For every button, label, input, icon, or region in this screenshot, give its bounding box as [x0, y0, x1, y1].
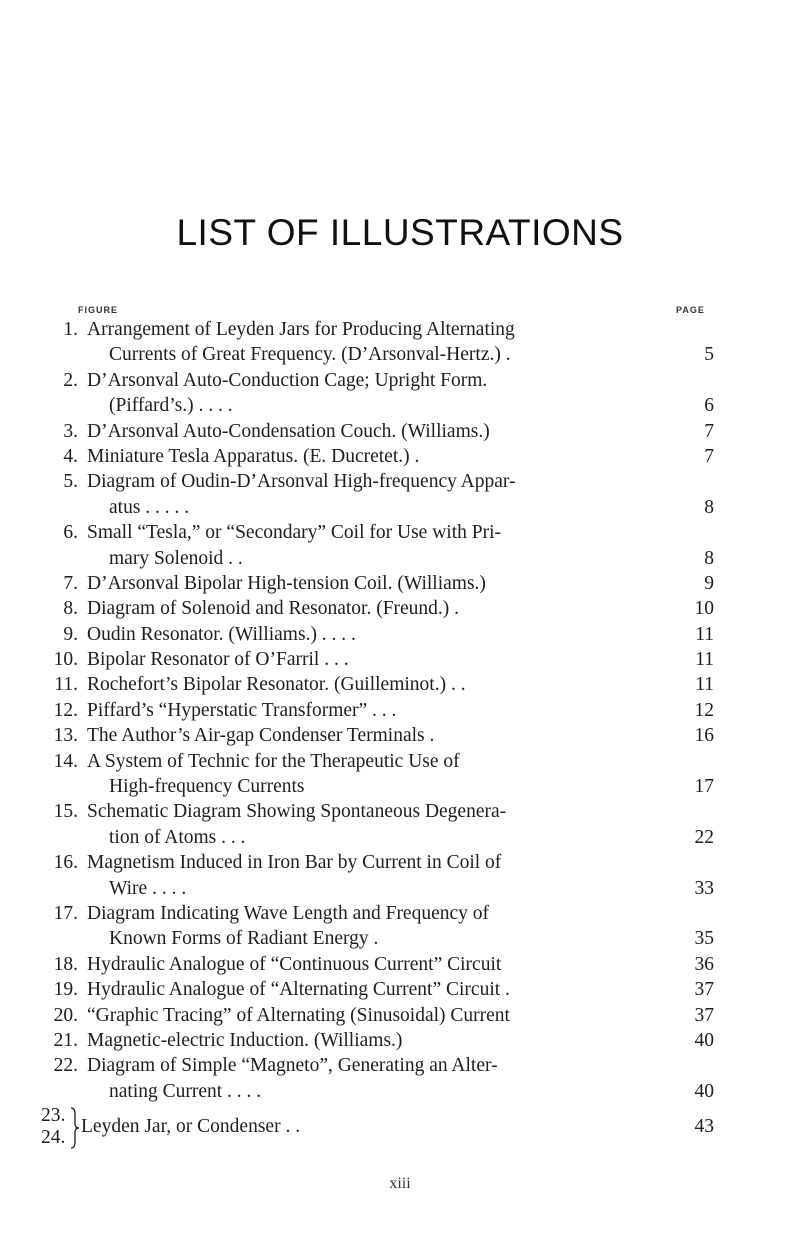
- page-number: 40: [694, 1080, 714, 1102]
- entry-title: Schematic Diagram Showing Spontaneous Degenera-: [87, 801, 507, 823]
- entry-title: (Piffard’s.) . . . .: [109, 395, 233, 417]
- page-title: LIST OF ILLUSTRATIONS: [176, 212, 624, 253]
- page-number: 9: [704, 572, 714, 594]
- page-number: 17: [694, 776, 714, 798]
- page-number: 16: [694, 725, 714, 747]
- list-item: [0, 1104, 800, 1154]
- entry-line: [0, 952, 800, 977]
- entry-line: [0, 723, 800, 748]
- entry-title: D’Arsonval Bipolar High-tension Coil. (Williams.): [87, 572, 486, 594]
- entry-line: [0, 520, 800, 545]
- entry-line: [0, 495, 800, 520]
- entry-line: [0, 342, 800, 367]
- entry-title: nating Current . . . .: [109, 1080, 262, 1102]
- list-item: [0, 1053, 800, 1104]
- list-item: [0, 571, 800, 596]
- entry-line: [0, 1003, 800, 1028]
- entry-line: [0, 571, 800, 596]
- page-number: 10: [694, 598, 714, 620]
- figure-column-header: FIGURE: [78, 305, 119, 315]
- entry-title: Leyden Jar, or Condenser . .: [81, 1116, 301, 1138]
- list-item: [0, 520, 800, 571]
- entry-line: [0, 393, 800, 418]
- entry-title: “Graphic Tracing” of Alternating (Sinusoidal) Current: [87, 1004, 510, 1026]
- list-item: [0, 647, 800, 672]
- entry-title: A System of Technic for the Therapeutic Use of: [87, 750, 460, 772]
- entry-title: Small “Tesla,” or “Secondary” Coil for Use with Pri-: [87, 522, 501, 544]
- entry-line: [0, 1028, 800, 1053]
- illustration-list: [0, 317, 800, 1154]
- entry-line: [0, 749, 800, 774]
- entry-line: [0, 1079, 800, 1104]
- entry-line: [0, 698, 800, 723]
- figure-number: 19.: [53, 979, 78, 1001]
- page-column-header: PAGE: [676, 305, 705, 315]
- entry-title: Miniature Tesla Apparatus. (E. Ducretet.) .: [87, 445, 420, 467]
- list-item: [0, 799, 800, 850]
- entry-title: The Author’s Air-gap Condenser Terminals .: [87, 725, 435, 747]
- figure-number: 5.: [63, 471, 78, 493]
- entry-line: [0, 850, 800, 875]
- list-item: [0, 419, 800, 444]
- page-number: 6: [704, 395, 714, 417]
- entry-title: Diagram of Simple “Magneto”, Generating an Alter-: [87, 1055, 498, 1077]
- page-number: 12: [694, 699, 714, 721]
- entry-line: [0, 546, 800, 571]
- page-number: 33: [694, 877, 714, 899]
- figure-number: 1.: [63, 319, 78, 340]
- entry-title: Diagram Indicating Wave Length and Frequency of: [87, 902, 490, 924]
- list-item: [0, 596, 800, 621]
- entry-line: [0, 774, 800, 799]
- entry-title: Arrangement of Leyden Jars for Producing Alternating: [87, 319, 515, 340]
- brace-icon: [69, 1106, 81, 1150]
- list-item: [0, 1028, 800, 1053]
- figure-number: 9.: [63, 623, 78, 645]
- entry-line: [0, 647, 800, 672]
- entry-title: High-frequency Currents: [109, 776, 305, 798]
- page-number: 11: [695, 623, 714, 645]
- entry-line: [0, 799, 800, 824]
- page-number: 35: [694, 928, 714, 950]
- entry-title: Oudin Resonator. (Williams.) . . . .: [87, 623, 356, 645]
- entry-title: Currents of Great Frequency. (D’Arsonval-Hertz.) .: [109, 344, 511, 366]
- figure-number: 14.: [53, 750, 78, 772]
- entry-line: [0, 1053, 800, 1078]
- entry-title: Wire . . . .: [109, 877, 187, 899]
- figure-number: 16.: [53, 852, 78, 874]
- entry-title: D’Arsonval Auto-Conduction Cage; Upright Form.: [87, 369, 488, 391]
- entry-title: mary Solenoid . .: [109, 547, 243, 569]
- entry-title: Bipolar Resonator of O’Farril . . .: [87, 649, 349, 671]
- page-number: 36: [694, 953, 714, 975]
- figure-number: 21.: [53, 1029, 78, 1051]
- list-item: [0, 901, 800, 952]
- figure-number: 11.: [54, 674, 78, 696]
- list-item: [0, 622, 800, 647]
- entry-line: [0, 419, 800, 444]
- entry-line: [0, 622, 800, 647]
- list-item: [0, 317, 800, 368]
- entry-title: Diagram of Oudin-D’Arsonval High-frequency Appar-: [87, 471, 516, 493]
- figure-number: 10.: [53, 649, 78, 671]
- list-item: [0, 749, 800, 800]
- page-folio: xiii: [389, 1175, 411, 1192]
- page-number: 8: [704, 547, 714, 569]
- page-number: 7: [704, 420, 714, 442]
- entry-line: [0, 901, 800, 926]
- entry-line: [0, 977, 800, 1002]
- page-number: 43: [694, 1116, 714, 1138]
- list-item: [0, 444, 800, 469]
- entry-title: Hydraulic Analogue of “Alternating Current” Circuit .: [87, 979, 510, 1001]
- entry-title: Diagram of Solenoid and Resonator. (Freund.) .: [87, 598, 460, 620]
- page-number: 37: [694, 1004, 714, 1026]
- figure-number: 20.: [53, 1004, 78, 1026]
- figure-number: 17.: [53, 902, 78, 924]
- figure-number: 23.: [41, 1105, 66, 1127]
- page-number: 22: [694, 826, 714, 848]
- page-number: 11: [695, 649, 714, 671]
- list-item: [0, 1003, 800, 1028]
- entry-title: Magnetism Induced in Iron Bar by Current in Coil of: [87, 852, 502, 874]
- figure-number: 8.: [63, 598, 78, 620]
- figure-number: 6.: [63, 522, 78, 544]
- list-item: [0, 977, 800, 1002]
- figure-number: 7.: [63, 572, 78, 594]
- list-item: [0, 698, 800, 723]
- page-number: 11: [695, 674, 714, 696]
- entry-title: Rochefort’s Bipolar Resonator. (Guilleminot.) . .: [87, 674, 466, 696]
- list-item: [0, 723, 800, 748]
- entry-line: [0, 926, 800, 951]
- page-number: 40: [694, 1029, 714, 1051]
- page-number: 8: [704, 496, 714, 518]
- list-item: [0, 672, 800, 697]
- list-item: [0, 952, 800, 977]
- entry-line: [0, 596, 800, 621]
- entry-title: Hydraulic Analogue of “Continuous Current” Circuit: [87, 953, 502, 975]
- figure-number: 13.: [53, 725, 78, 747]
- page-number: 7: [704, 445, 714, 467]
- list-item: [0, 850, 800, 901]
- entry-line: [0, 672, 800, 697]
- page-number: 5: [704, 344, 714, 366]
- entry-title: atus . . . . .: [109, 496, 190, 518]
- entry-line: [0, 368, 800, 393]
- figure-number: 12.: [53, 699, 78, 721]
- entry-line: [0, 317, 800, 342]
- figure-number: 15.: [53, 801, 78, 823]
- entry-title: tion of Atoms . . .: [109, 826, 246, 848]
- figure-number: 3.: [63, 420, 78, 442]
- figure-number: 22.: [53, 1055, 78, 1077]
- entry-line: [0, 876, 800, 901]
- entry-title: Magnetic-electric Induction. (Williams.): [87, 1029, 403, 1051]
- figure-number: 2.: [63, 369, 78, 391]
- figure-number: 4.: [63, 445, 78, 467]
- page-number: 37: [694, 979, 714, 1001]
- list-item: [0, 469, 800, 520]
- entry-line: [0, 825, 800, 850]
- figure-number: 18.: [53, 953, 78, 975]
- entry-title: Piffard’s “Hyperstatic Transformer” . . .: [87, 699, 397, 721]
- entry-title: Known Forms of Radiant Energy .: [109, 928, 379, 950]
- list-item: [0, 368, 800, 419]
- figure-number-group: [41, 1105, 65, 1149]
- entry-title: D’Arsonval Auto-Condensation Couch. (Williams.): [87, 420, 490, 442]
- entry-line: [0, 469, 800, 494]
- entry-line: [0, 444, 800, 469]
- figure-number: 24.: [41, 1127, 66, 1149]
